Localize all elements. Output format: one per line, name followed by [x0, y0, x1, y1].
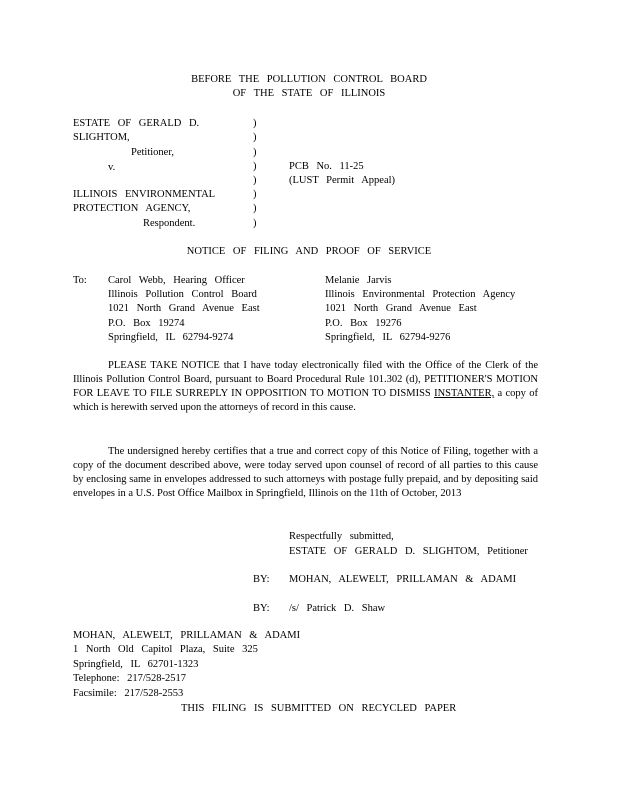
notice-title: NOTICE OF FILING AND PROOF OF SERVICE [186, 246, 432, 257]
signing-firm: MOHAN, ALEWELT, PRILLAMAN & ADAMI [289, 574, 517, 585]
recipient-box: P.O. Box 19274 [108, 318, 185, 329]
respondent-name-line2: PROTECTION AGENCY, [73, 203, 191, 214]
paren-6: ) [253, 189, 257, 200]
board-title: BEFORE THE POLLUTION CONTROL BOARD [191, 74, 427, 85]
firm-facsimile: Facsimile: 217/528-2553 [73, 688, 184, 699]
petitioner-name-line1: ESTATE OF GERALD D. [73, 118, 200, 129]
petitioner-role: Petitioner, [131, 147, 175, 158]
notice-paragraph [73, 359, 538, 415]
firm-street: 1 North Old Capitol Plaza, Suite 325 [73, 644, 258, 655]
by-label-2: BY: [253, 603, 270, 614]
petitioner-name-line2: SLIGHTOM, [73, 132, 130, 143]
respondent-role: Respondent. [143, 218, 196, 229]
closing: Respectfully submitted, [289, 531, 394, 542]
recipient-org: Illinois Environmental Protection Agency [325, 289, 516, 300]
recipient-name: Carol Webb, Hearing Officer [108, 275, 245, 286]
certification-paragraph: The undersigned hereby certifies that a true and correct copy of this Notice of Filing, together with a copy of the document described above, were today served upon counsel of record of all parties to this cause by enclosing same in envelopes addressed to such attorneys with postage fully prepaid, and by depositing said envelopes in a U.S. Post Office Mailbox in Springfield, Illinois on the 11th of October, 2013 [73, 446, 538, 499]
paren-3: ) [253, 147, 257, 158]
case-number: PCB No. 11-25 [289, 161, 364, 172]
recipient-street: 1021 North Grand Avenue East [108, 303, 260, 314]
notice-text-2: a copy of which is herewith served upon the attorneys of record in this cause. [73, 388, 538, 413]
recipient-org: Illinois Pollution Control Board [108, 289, 257, 300]
notice-text-1: PLEASE TAKE NOTICE that I have today electronically filed with the Office of the Clerk of the Illinois Pollution Control Board, pursuant to Board Procedural Rule 101.302 (d), PETITIONER'S MOTION FOR LEAVE TO FILE SURREPLY IN OPPOSITION TO MOTION TO DISMISS [73, 360, 538, 399]
recipient-city: Springfield, IL 62794-9274 [108, 332, 234, 343]
firm-telephone: Telephone: 217/528-2517 [73, 673, 187, 684]
case-type: (LUST Permit Appeal) [289, 175, 396, 186]
by-label-1: BY: [253, 574, 270, 585]
paren-5: ) [253, 175, 257, 186]
firm-city: Springfield, IL 62701-1323 [73, 659, 199, 670]
instanter-underlined: INSTANTER, [434, 388, 495, 399]
paren-7: ) [253, 203, 257, 214]
to-label: To: [73, 275, 87, 286]
firm-name: MOHAN, ALEWELT, PRILLAMAN & ADAMI [73, 630, 301, 641]
versus-label: v. [108, 162, 116, 173]
recipient-box: P.O. Box 19276 [325, 318, 402, 329]
recipient-name: Melanie Jarvis [325, 275, 392, 286]
paren-4: ) [253, 161, 257, 172]
paren-1: ) [253, 118, 257, 129]
paren-8: ) [253, 218, 257, 229]
paren-2: ) [253, 132, 257, 143]
recycled-paper-notice: THIS FILING IS SUBMITTED ON RECYCLED PAPER [181, 703, 457, 714]
recipient-street: 1021 North Grand Avenue East [325, 303, 477, 314]
state-title: OF THE STATE OF ILLINOIS [232, 88, 386, 99]
recipient-city: Springfield, IL 62794-9276 [325, 332, 451, 343]
electronic-signature: /s/ Patrick D. Shaw [289, 603, 386, 614]
signing-party: ESTATE OF GERALD D. SLIGHTOM, Petitioner [289, 546, 528, 557]
respondent-name-line1: ILLINOIS ENVIRONMENTAL [73, 189, 216, 200]
